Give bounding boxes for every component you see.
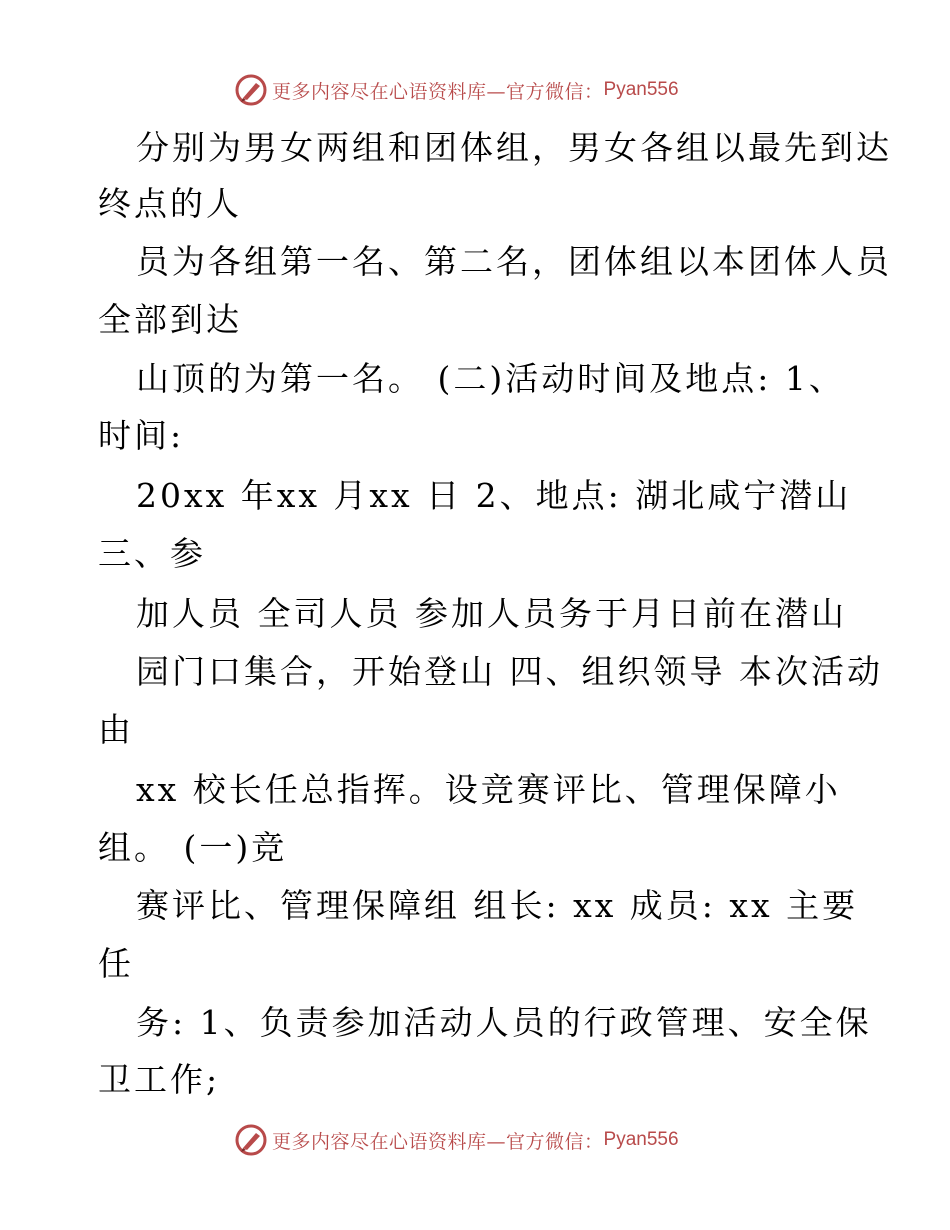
body-line: 全部到达 (98, 300, 242, 339)
body-line: 组。 (一)竞 (98, 828, 288, 867)
pen-logo-icon (234, 73, 268, 107)
body-line: 时间: (98, 416, 185, 455)
body-line: 分别为男女两组和团体组，男女各组以最先到达 (136, 128, 892, 167)
footer-watermark (234, 1122, 679, 1158)
body-line: 山顶的为第一名。 (二)活动时间及地点: 1、 (136, 359, 845, 398)
body-line: 三、参 (98, 534, 206, 573)
body-line: 由 (98, 710, 134, 749)
body-line: 终点的人 (98, 184, 242, 223)
body-line: 务: 1、负责参加活动人员的行政管理、安全保 (136, 1003, 872, 1042)
body-line: 卫工作; (98, 1060, 221, 1099)
pen-logo-icon (234, 1123, 268, 1157)
body-line: 加人员 全司人员 参加人员务于月日前在潜山 (136, 594, 847, 633)
watermark-text: 更多内容尽在心语资料库—官方微信： (272, 1130, 604, 1153)
body-line: 20xx 年xx 月xx 日 2、地点: 湖北咸宁潜山 (136, 476, 852, 515)
header-watermark (234, 72, 679, 108)
watermark-text: 更多内容尽在心语资料库—官方微信： (272, 80, 604, 103)
body-line: 员为各组第一名、第二名，团体组以本团体人员 (136, 242, 892, 281)
body-line: 赛评比、管理保障组 组长: xx 成员: xx 主要 (136, 886, 859, 925)
watermark-wechat-id: Pyan556 (603, 1129, 679, 1150)
body-line: 任 (98, 944, 134, 983)
body-line: xx 校长任总指挥。设竞赛评比、管理保障小 (136, 770, 841, 809)
watermark-wechat-id: Pyan556 (603, 79, 679, 100)
body-line: 园门口集合，开始登山 四、组织领导 本次活动 (136, 652, 883, 691)
